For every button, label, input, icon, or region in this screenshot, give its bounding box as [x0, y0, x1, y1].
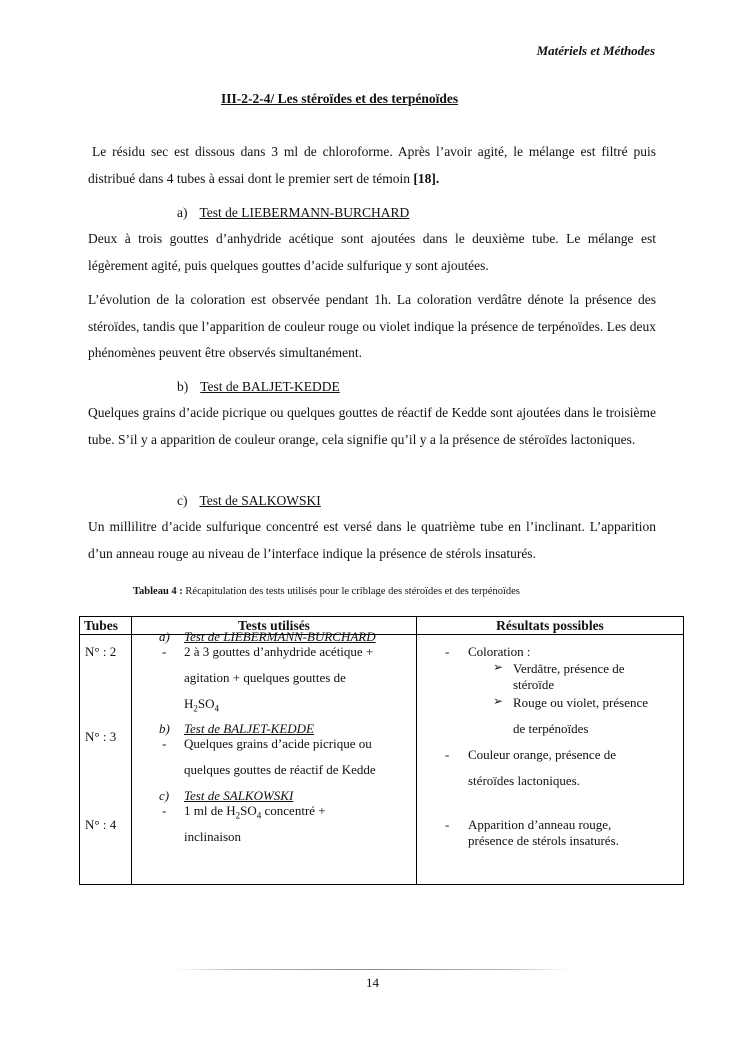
result-orange-line2: stéroïdes lactoniques. [468, 773, 580, 788]
subheading-test-b [177, 379, 340, 395]
intro-text: Le résidu sec est dissous dans 3 ml de chloroforme. Après l’avoir agité, le mélange est filtré puis distribué dans 4 tubes à essai dont le premier sert de témoin [88, 144, 656, 186]
result-orange-line1: Couleur orange, présence de [468, 747, 616, 762]
subheading-test-a [177, 205, 409, 221]
test-a-line2: agitation + quelques gouttes de [184, 670, 346, 685]
test-a-dash: - [162, 644, 167, 659]
page-number: 14 [366, 975, 379, 990]
formula-sub: 4 [256, 810, 262, 821]
result-coloration: Coloration : [468, 644, 531, 659]
test-b-line1: Quelques grains d’acide picrique ou [184, 736, 372, 751]
recap-table [79, 616, 684, 885]
table-body-row [80, 635, 684, 885]
caption-label: Tableau 4 : [133, 586, 183, 597]
formula-pre: 1 ml de H [184, 803, 236, 818]
paragraph-test-c: Un millilitre d’acide sulfurique concentré est versé dans le quatrième tube en l’inclinant. L’apparition d’un anneau rouge au niveau de l’interface indique la présence de stérols insaturés. [88, 519, 656, 561]
subheading-name: Test de BALJET-KEDDE [200, 379, 340, 394]
test-c-dash: - [162, 803, 167, 818]
tube-3: N° : 3 [85, 729, 117, 744]
test-c-name: Test de SALKOWSKI [184, 788, 294, 803]
test-b-dash: - [162, 736, 167, 751]
result-dash: - [445, 747, 450, 762]
test-c-letter: c) [159, 788, 170, 803]
subheading-letter: c) [177, 493, 188, 508]
subheading-name: Test de LIEBERMANN-BURCHARD [199, 205, 410, 220]
arrow-bullet-icon: ➢ [493, 660, 504, 674]
test-a-formula [184, 696, 219, 714]
caption-text: Récapitulation des tests utilisés pour le criblage des stéroïdes et des terpénoïdes [182, 586, 520, 597]
formula-h: H [184, 696, 194, 711]
result-dash: - [445, 644, 450, 659]
result-rouge-line1: Rouge ou violet, présence [513, 695, 649, 710]
tube-2: N° : 2 [85, 644, 117, 659]
table-header-row [80, 617, 684, 635]
result-dash: - [445, 817, 450, 832]
reference-citation: [18]. [413, 170, 440, 186]
header-tubes: Tubes [80, 617, 132, 635]
test-c-line1 [184, 803, 326, 821]
section-title: III-2-2-4/ Les stéroïdes et des terpénoïdes [221, 91, 459, 106]
paragraph-test-a-2: L’évolution de la coloration est observée pendant 1h. La coloration verdâtre dénote la présence des stéroïdes, tandis que l’apparition de couleur rouge ou violet indique la présence de terpénoïdes. Les deux phénomènes peuvent être observés simultanément. [88, 292, 656, 360]
header-results: Résultats possibles [417, 617, 684, 635]
table-caption [133, 586, 520, 597]
test-a-letter: a) [159, 629, 170, 644]
footer-divider [175, 969, 570, 970]
running-header: Matériels et Méthodes [536, 43, 655, 58]
intro-paragraph [88, 139, 656, 192]
result-verdatre-line2: stéroïde [513, 677, 555, 692]
formula-post: concentré + [261, 803, 326, 818]
subheading-test-c [177, 493, 321, 509]
tests-cell [132, 629, 417, 885]
test-a-line1: 2 à 3 gouttes d’anhydride acétique + [184, 644, 374, 659]
tubes-cell [80, 635, 132, 885]
result-anneau-line2: présence de stérols insaturés. [468, 833, 619, 848]
subheading-name: Test de SALKOWSKI [199, 493, 321, 508]
formula-so: SO [240, 803, 257, 818]
results-cell [417, 635, 684, 885]
subheading-letter: b) [177, 379, 189, 394]
test-a-name: Test de LIEBERMANN-BURCHARD [184, 629, 376, 644]
formula-sub: 2 [193, 703, 198, 714]
header-tests: Tests utilisés [132, 617, 417, 635]
result-rouge-line2: de terpénoïdes [513, 721, 589, 736]
formula-sub: 2 [235, 810, 241, 821]
tube-4: N° : 4 [85, 817, 117, 832]
formula-sub: 4 [214, 703, 220, 714]
subheading-letter: a) [177, 205, 188, 220]
result-anneau-line1: Apparition d’anneau rouge, [468, 817, 612, 832]
paragraph-test-b: Quelques grains d’acide picrique ou quelques gouttes de réactif de Kedde sont ajoutées dans le troisième tube. S’il y a apparition de couleur orange, cela signifie qu’il y a la présence de stéroïdes lactoniques. [88, 405, 656, 447]
paragraph-test-a-1: Deux à trois gouttes d’anhydride acétique sont ajoutées dans le deuxième tube. Le mélange est légèrement agité, puis quelques gouttes d’acide sulfurique y sont ajoutées. [88, 231, 656, 273]
formula-so: SO [197, 696, 215, 711]
test-b-line2: quelques gouttes de réactif de Kedde [184, 762, 376, 777]
result-verdatre-line1: Verdâtre, présence de [513, 661, 625, 676]
test-c-line2: inclinaison [184, 829, 242, 844]
arrow-bullet-icon: ➢ [493, 694, 504, 708]
test-b-letter: b) [159, 721, 170, 736]
test-b-name: Test de BALJET-KEDDE [184, 721, 314, 736]
